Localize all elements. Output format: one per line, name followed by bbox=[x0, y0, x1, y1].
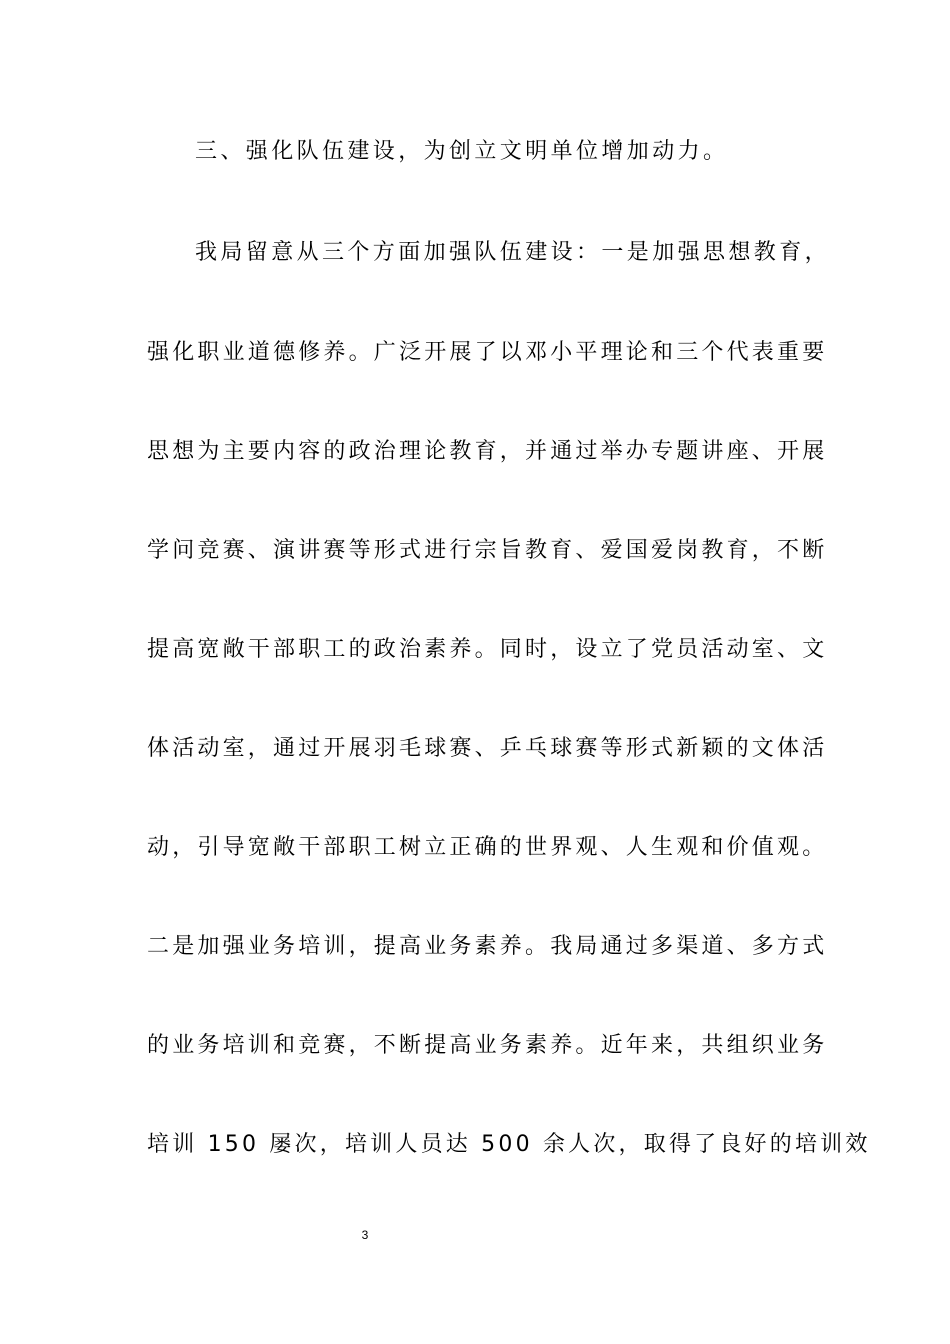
paragraph-line: 思想为主要内容的政治理论教育，并通过举办专题讲座、开展 bbox=[147, 439, 828, 464]
page-number: 3 bbox=[361, 1228, 369, 1242]
paragraph-line: 二是加强业务培训，提高业务素养。我局通过多渠道、多方式 bbox=[147, 934, 828, 959]
paragraph-line: 体活动室，通过开展羽毛球赛、乒乓球赛等形式新颖的文体活 bbox=[147, 736, 828, 761]
paragraph-line: 动，引导宽敞干部职工树立正确的世界观、人生观和价值观。 bbox=[147, 835, 828, 860]
paragraph-line: 的业务培训和竞赛，不断提高业务素养。近年来，共组织业务 bbox=[147, 1033, 828, 1058]
paragraph-line: 培训 150 屡次，培训人员达 500 余人次，取得了良好的培训效 bbox=[147, 1132, 871, 1157]
section-heading: 三、强化队伍建设，为创立文明单位增加动力。 bbox=[195, 139, 729, 164]
paragraph-line: 学问竞赛、演讲赛等形式进行宗旨教育、爱国爱岗教育，不断 bbox=[147, 538, 828, 563]
paragraph-line: 提高宽敞干部职工的政治素养。同时，设立了党员活动室、文 bbox=[147, 637, 828, 662]
paragraph-line: 我局留意从三个方面加强队伍建设：一是加强思想教育， bbox=[195, 240, 831, 265]
paragraph-line: 强化职业道德修养。广泛开展了以邓小平理论和三个代表重要 bbox=[147, 340, 828, 365]
